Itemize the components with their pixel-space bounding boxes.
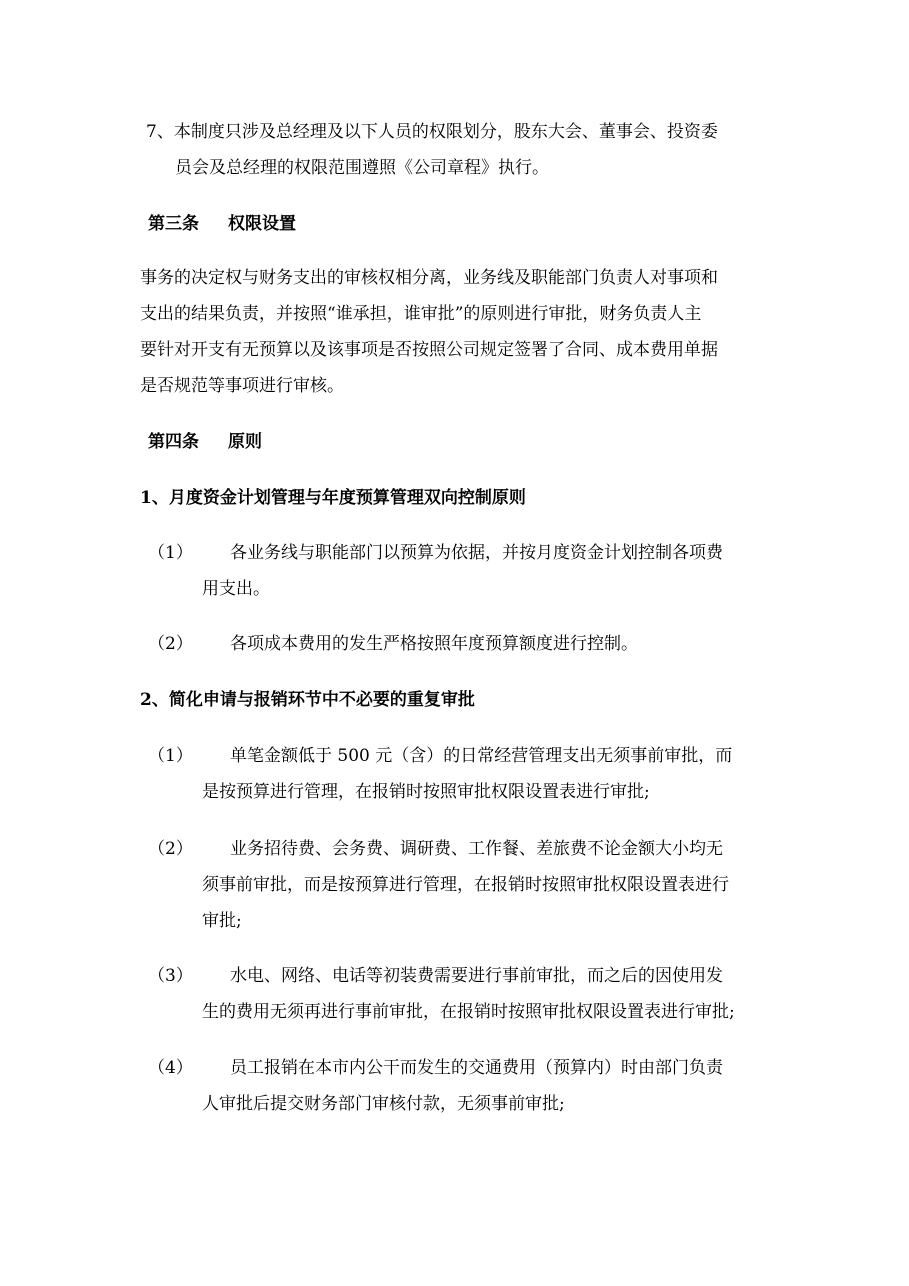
principle1-item1-line1: 各业务线与职能部门以预算为依据，并按月度资金计划控制各项费 [230,543,723,563]
principle2-item3-line1: 水电、网络、电话等初装费需要进行事前审批，而之后的因使用发 [230,966,723,986]
principle2-item3-marker: （3） [148,966,193,986]
principle2-item3-line2: 生的费用无须再进行事前审批，在报销时按照审批权限设置表进行审批; [202,1002,735,1022]
principle2-item2-line3: 审批; [202,911,242,931]
article3-title: 权限设置 [228,214,296,234]
principle2-item1-line1: 单笔金额低于 500 元（含）的日常经营管理支出无须事前审批，而 [230,746,733,766]
item7-line2: 员会及总经理的权限范围遵照《公司章程》执行。 [175,158,549,178]
principle2-item2-marker: （2） [148,839,193,859]
principle2-item4-line1: 员工报销在本市内公干而发生的交通费用（预算内）时由部门负责 [230,1058,723,1078]
principle2-item2-line2: 须事前审批，而是按预算进行管理，在报销时按照审批权限设置表进行 [202,875,729,895]
principle1-item2-marker: （2） [148,634,193,654]
article3-paragraph-line1: 事务的决定权与财务支出的审核权相分离，业务线及职能部门负责人对事项和 [140,268,718,288]
principle1-heading: 1、月度资金计划管理与年度预算管理双向控制原则 [140,488,526,508]
principle2-heading: 2、简化申请与报销环节中不必要的重复审批 [140,690,475,710]
principle2-item2-line1: 业务招待费、会务费、调研费、工作餐、差旅费不论金额大小均无 [230,839,723,859]
principle2-item4-line2: 人审批后提交财务部门审核付款，无须事前审批; [202,1094,565,1114]
article3-paragraph-line2: 支出的结果负责，并按照“谁承担，谁审批”的原则进行审批，财务负责人主 [140,304,702,324]
article3-paragraph-line3: 要针对开支有无预算以及该事项是否按照公司规定签署了合同、成本费用单据 [140,340,718,360]
article4-title: 原则 [228,432,262,452]
principle2-item4-marker: （4） [148,1058,193,1078]
principle2-item1-line2: 是按预算进行管理，在报销时按照审批权限设置表进行审批; [202,782,650,802]
item7-line1: 7、本制度只涉及总经理及以下人员的权限划分，股东大会、董事会、投资委 [146,122,718,142]
principle1-item1-marker: （1） [148,543,193,563]
principle1-item1-line2: 用支出。 [202,579,270,599]
principle1-item2-line1: 各项成本费用的发生严格按照年度预算额度进行控制。 [230,634,638,654]
principle2-item1-marker: （1） [148,746,193,766]
article3-paragraph-line4: 是否规范等事项进行审核。 [140,376,344,396]
article3-number: 第三条 [148,214,199,234]
article4-number: 第四条 [148,432,199,452]
